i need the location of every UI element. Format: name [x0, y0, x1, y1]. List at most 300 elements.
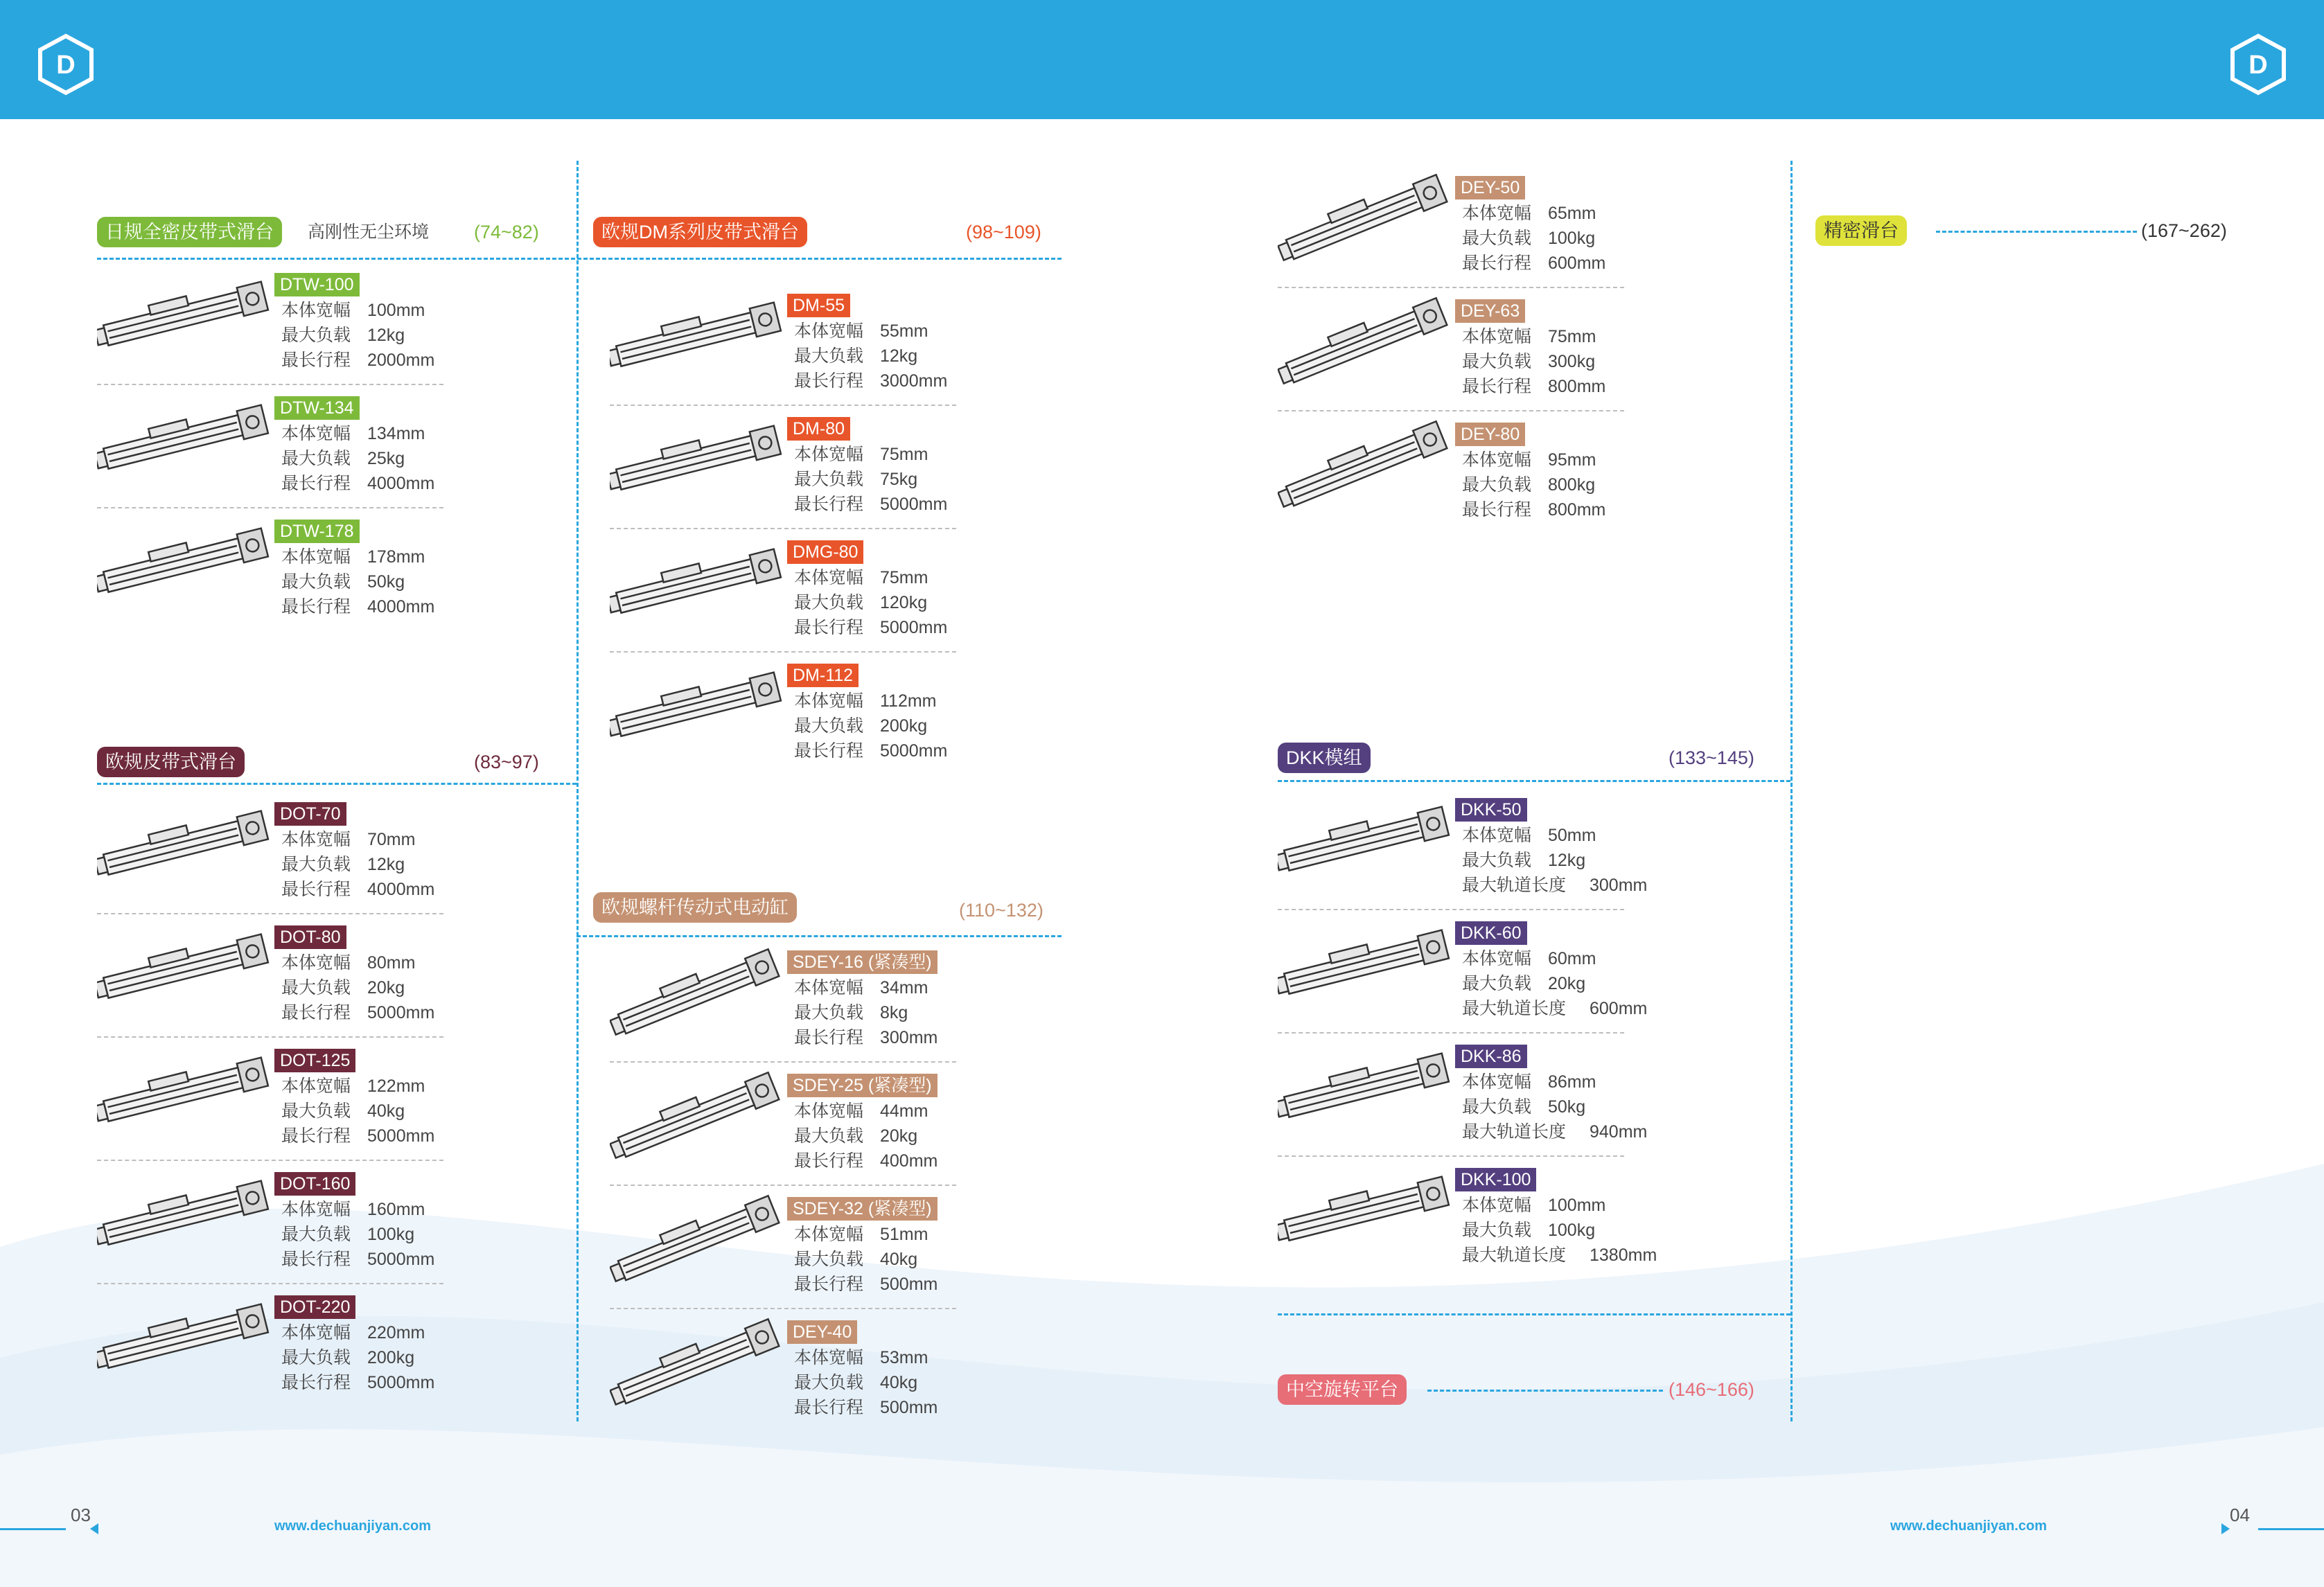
spec-value: 178mm: [367, 547, 425, 567]
spec-label: 最大负载: [1462, 974, 1532, 993]
spec-value: 500mm: [880, 1398, 938, 1417]
product-spec-row: [281, 544, 425, 569]
product-model-badge: DM-80: [787, 417, 850, 441]
spec-value: 120kg: [880, 593, 928, 612]
product-spec-row: [794, 1247, 917, 1272]
section-range-hollow: (146~166): [1669, 1379, 1754, 1400]
spec-value: 40kg: [880, 1373, 918, 1392]
spec-label: 最长行程: [281, 1126, 351, 1146]
product-model-badge: DKK-86: [1455, 1045, 1527, 1068]
product-spec-row: [1462, 1193, 1605, 1218]
product-spec-row: [1462, 324, 1596, 349]
spec-label: 本体宽幅: [794, 978, 864, 998]
brand-logo-icon: [2227, 33, 2289, 96]
product-image: [610, 1316, 790, 1406]
spec-value: 55mm: [880, 321, 928, 341]
spec-value: 5000mm: [880, 741, 948, 761]
spec-label: 最大轨道长度: [1462, 1245, 1567, 1265]
section-rule: [97, 783, 576, 785]
spec-label: 本体宽幅: [794, 568, 864, 587]
product-image: [1278, 418, 1458, 508]
product-spec-row: [281, 1320, 425, 1345]
spec-label: 最长行程: [281, 474, 351, 493]
product-spec-row: [794, 1099, 928, 1124]
spec-label: 本体宽幅: [1462, 327, 1532, 346]
product-image: [610, 536, 790, 626]
spec-label: 本体宽幅: [281, 953, 351, 973]
spec-label: 最长行程: [281, 1250, 351, 1269]
spec-label: 最大负载: [794, 1250, 864, 1269]
product-spec-row: [1462, 349, 1595, 374]
product-item: [1278, 411, 1707, 529]
product-item: [1278, 1157, 1707, 1275]
product-image: [97, 1291, 277, 1381]
spec-value: 70mm: [367, 830, 416, 849]
product-item: [97, 508, 527, 626]
spec-value: 20kg: [367, 978, 405, 998]
spec-label: 最大负载: [281, 449, 351, 468]
section-rule: [1278, 1313, 1790, 1315]
spec-value: 75mm: [880, 568, 928, 587]
spec-label: 最大负载: [794, 593, 864, 612]
spec-value: 51mm: [880, 1225, 928, 1244]
product-item: [610, 529, 1039, 647]
product-spec-row: [281, 594, 434, 619]
spec-value: 2000mm: [367, 351, 435, 370]
spec-value: 3000mm: [880, 371, 948, 391]
product-image: [1278, 1164, 1458, 1254]
product-spec-row: [794, 1370, 917, 1395]
spec-value: 300mm: [880, 1028, 938, 1047]
spec-value: 200kg: [367, 1348, 415, 1367]
product-spec-row: [281, 877, 434, 902]
spec-value: 4000mm: [367, 474, 435, 493]
product-spec-row: [794, 442, 928, 467]
product-spec-row: [794, 590, 927, 615]
spec-label: 本体宽幅: [1462, 204, 1532, 223]
product-model-badge: DMG-80: [787, 540, 863, 564]
product-image: [610, 413, 790, 503]
product-spec-row: [281, 569, 405, 594]
product-spec-row: [1462, 1094, 1585, 1119]
product-spec-row: [794, 713, 927, 738]
section-title-hollow: 中空旋转平台: [1278, 1374, 1407, 1405]
product-item: [610, 283, 1039, 400]
product-spec-row: [794, 369, 947, 393]
spec-value: 5000mm: [367, 1126, 435, 1146]
product-image: [1278, 295, 1458, 385]
product-spec-row: [281, 1222, 414, 1247]
spec-value: 12kg: [880, 346, 918, 366]
product-image: [97, 515, 277, 605]
spec-label: 本体宽幅: [794, 1101, 864, 1121]
product-spec-row: [794, 319, 928, 344]
spec-label: 最大负载: [281, 1348, 351, 1367]
product-spec-row: [281, 1247, 434, 1272]
section-title-sdey: 欧规螺杆传动式电动缸: [593, 892, 797, 923]
product-spec-row: [1462, 1243, 1657, 1268]
spec-label: 最长行程: [281, 351, 351, 370]
product-model-badge: SDEY-25 (紧凑型): [787, 1074, 937, 1097]
product-item: [1278, 165, 1707, 283]
spec-value: 40kg: [880, 1250, 918, 1269]
product-spec-row: [281, 323, 405, 348]
product-image: [610, 946, 790, 1036]
spec-value: 800mm: [1548, 377, 1606, 396]
product-spec-row: [281, 1124, 434, 1149]
product-image: [1278, 172, 1458, 262]
spec-value: 75kg: [880, 470, 918, 489]
product-image: [610, 1193, 790, 1283]
product-spec-row: [794, 689, 937, 713]
spec-label: 最大负载: [281, 855, 351, 874]
product-spec-row: [794, 467, 917, 492]
product-spec-row: [281, 852, 405, 877]
product-item: [1278, 1034, 1707, 1151]
spec-value: 5000mm: [880, 495, 948, 514]
column-divider: [1790, 161, 1793, 1421]
spec-value: 500mm: [880, 1275, 938, 1294]
spec-label: 本体宽幅: [794, 321, 864, 341]
spec-value: 20kg: [1548, 974, 1586, 993]
spec-label: 最大负载: [281, 1101, 351, 1121]
spec-value: 5000mm: [880, 618, 948, 637]
spec-label: 最长行程: [794, 741, 864, 761]
product-spec-row: [794, 344, 917, 369]
product-spec-row: [794, 1272, 937, 1297]
product-spec-row: [794, 1395, 937, 1420]
spec-value: 50kg: [1548, 1097, 1586, 1117]
product-model-badge: DEY-50: [1455, 176, 1525, 200]
spec-label: 最长行程: [281, 1373, 351, 1392]
spec-label: 最长行程: [1462, 254, 1532, 273]
product-spec-row: [1462, 374, 1605, 399]
product-spec-row: [1462, 823, 1596, 848]
product-image: [97, 269, 277, 359]
spec-value: 5000mm: [367, 1003, 435, 1022]
product-model-badge: DEY-40: [787, 1320, 857, 1344]
product-spec-row: [1462, 946, 1596, 971]
product-spec-row: [1462, 1070, 1596, 1094]
svg-text:D: D: [56, 51, 76, 80]
spec-label: 最大轨道长度: [1462, 1122, 1567, 1142]
spec-value: 86mm: [1548, 1072, 1596, 1092]
product-spec-row: [281, 950, 415, 975]
product-item: [97, 1038, 527, 1155]
section-title-precision: 精密滑台: [1815, 215, 1907, 246]
product-model-badge: DOT-125: [274, 1049, 355, 1072]
product-spec-row: [794, 738, 947, 763]
spec-label: 最大负载: [1462, 352, 1532, 371]
product-model-badge: DOT-70: [274, 802, 346, 826]
product-spec-row: [1462, 226, 1595, 251]
product-model-badge: DKK-100: [1455, 1168, 1536, 1191]
spec-value: 50mm: [1548, 826, 1596, 845]
spec-value: 5000mm: [367, 1373, 435, 1392]
product-model-badge: DTW-100: [274, 273, 360, 296]
product-item: [610, 939, 1039, 1057]
spec-label: 最长行程: [794, 371, 864, 391]
product-spec-row: [281, 446, 405, 471]
product-model-badge: DEY-80: [1455, 423, 1525, 446]
spec-value: 53mm: [880, 1348, 928, 1367]
spec-value: 50kg: [367, 572, 405, 592]
spec-value: 100kg: [1548, 229, 1596, 248]
spec-label: 本体宽幅: [1462, 826, 1532, 845]
spec-label: 最大负载: [1462, 475, 1532, 495]
website-url-right[interactable]: www.dechuanjiyan.com: [1890, 1518, 2047, 1534]
product-model-badge: SDEY-16 (紧凑型): [787, 950, 937, 974]
spec-value: 600mm: [1548, 254, 1606, 273]
spec-label: 最长行程: [281, 1003, 351, 1022]
spec-label: 本体宽幅: [1462, 949, 1532, 968]
section-range-dtw: (74~82): [474, 222, 539, 242]
spec-value: 300mm: [1590, 876, 1648, 895]
spec-value: 75mm: [880, 445, 928, 464]
spec-value: 5000mm: [367, 1250, 435, 1269]
page-number-rule: [0, 1528, 66, 1530]
product-spec-row: [794, 1149, 937, 1173]
spec-value: 1380mm: [1590, 1245, 1657, 1265]
spec-value: 95mm: [1548, 450, 1596, 470]
product-image: [610, 1070, 790, 1160]
product-image: [610, 659, 790, 750]
spec-label: 最长行程: [794, 1275, 864, 1294]
section-title-dm: 欧规DM系列皮带式滑台: [593, 217, 807, 247]
section-title-dkk: DKK模组: [1278, 743, 1371, 773]
product-item: [97, 385, 527, 503]
spec-label: 最大负载: [1462, 1221, 1532, 1240]
spec-label: 最大负载: [794, 346, 864, 366]
section-rule: [576, 935, 1062, 937]
spec-value: 160mm: [367, 1200, 425, 1219]
product-spec-row: [1462, 251, 1605, 276]
product-spec-row: [1462, 996, 1647, 1021]
page-number-right: 04: [2230, 1505, 2250, 1525]
spec-label: 本体宽幅: [1462, 1196, 1532, 1215]
spec-label: 最长行程: [281, 880, 351, 899]
spec-label: 最大负载: [281, 326, 351, 345]
product-item: [610, 653, 1039, 770]
spec-label: 本体宽幅: [281, 1323, 351, 1342]
spec-label: 本体宽幅: [281, 547, 351, 567]
product-spec-row: [1462, 873, 1647, 898]
website-url-left[interactable]: www.dechuanjiyan.com: [274, 1518, 431, 1534]
spec-value: 112mm: [880, 691, 937, 711]
section-rule: [1427, 1390, 1663, 1392]
product-spec-row: [794, 975, 928, 1000]
product-item: [610, 1063, 1039, 1180]
product-spec-row: [281, 421, 425, 446]
spec-label: 最大负载: [1462, 229, 1532, 248]
spec-value: 134mm: [367, 424, 425, 443]
product-model-badge: DOT-160: [274, 1172, 355, 1196]
spec-label: 最大负载: [1462, 1097, 1532, 1117]
spec-label: 最大负载: [281, 1225, 351, 1244]
spec-value: 100mm: [367, 301, 425, 320]
spec-value: 220mm: [367, 1323, 425, 1342]
product-item: [1278, 288, 1707, 406]
spec-value: 600mm: [1590, 999, 1648, 1018]
product-item: [610, 406, 1039, 524]
section-title-dot: 欧规皮带式滑台: [97, 747, 245, 777]
product-image: [97, 1168, 277, 1258]
spec-label: 最长行程: [1462, 500, 1532, 520]
product-model-badge: DM-112: [787, 664, 859, 687]
brand-logo-icon: [35, 33, 97, 96]
section-range-precision: (167~262): [2141, 220, 2227, 241]
product-spec-row: [281, 1000, 434, 1025]
spec-value: 8kg: [880, 1003, 908, 1022]
spec-value: 940mm: [1590, 1122, 1648, 1142]
product-item: [610, 1309, 1039, 1427]
product-item: [97, 914, 527, 1032]
product-spec-row: [1462, 497, 1605, 522]
spec-value: 400mm: [880, 1151, 938, 1171]
spec-value: 800mm: [1548, 500, 1606, 520]
product-item: [97, 1284, 527, 1402]
spec-label: 本体宽幅: [1462, 450, 1532, 470]
section-title-dtw: 日规全密皮带式滑台: [97, 217, 282, 247]
product-model-badge: DTW-178: [274, 520, 360, 543]
section-range-sdey: (110~132): [959, 900, 1044, 921]
page-number-rule: [2258, 1528, 2324, 1530]
spec-label: 最长行程: [794, 618, 864, 637]
page-arrow-icon: [2221, 1523, 2230, 1534]
product-spec-row: [281, 1345, 414, 1370]
section-rule: [1936, 231, 2137, 233]
spec-label: 本体宽幅: [794, 691, 864, 711]
product-spec-row: [794, 565, 928, 590]
spec-value: 75mm: [1548, 327, 1596, 346]
spec-label: 本体宽幅: [281, 424, 351, 443]
product-spec-row: [794, 492, 947, 517]
product-spec-row: [794, 1025, 937, 1050]
spec-label: 最大轨道长度: [1462, 999, 1567, 1018]
spec-value: 12kg: [367, 855, 405, 874]
product-item: [610, 1186, 1039, 1304]
product-spec-row: [281, 1074, 425, 1099]
product-image: [97, 921, 277, 1011]
spec-label: 最长行程: [794, 495, 864, 514]
spec-label: 本体宽幅: [281, 830, 351, 849]
product-image: [97, 392, 277, 482]
product-model-badge: SDEY-32 (紧凑型): [787, 1197, 937, 1221]
product-spec-row: [281, 975, 405, 1000]
spec-label: 最大负载: [794, 470, 864, 489]
product-spec-row: [794, 615, 947, 640]
spec-label: 最大轨道长度: [1462, 876, 1567, 895]
product-spec-row: [1462, 201, 1596, 226]
section-range-dm: (98~109): [966, 222, 1041, 242]
spec-label: 最大负载: [281, 572, 351, 592]
spec-label: 本体宽幅: [281, 301, 351, 320]
product-spec-row: [1462, 447, 1596, 472]
spec-value: 20kg: [880, 1126, 918, 1146]
spec-value: 200kg: [880, 716, 928, 736]
product-spec-row: [281, 1099, 405, 1124]
product-spec-row: [794, 1222, 928, 1247]
product-item: [97, 262, 527, 380]
section-rule: [97, 258, 1062, 260]
page-number-left: 03: [71, 1505, 91, 1525]
product-item: [97, 1161, 527, 1279]
product-spec-row: [794, 1000, 908, 1025]
product-model-badge: DKK-50: [1455, 798, 1527, 822]
spec-value: 800kg: [1548, 475, 1596, 495]
product-spec-row: [281, 827, 415, 852]
product-spec-row: [1462, 971, 1585, 996]
spec-value: 100kg: [1548, 1221, 1596, 1240]
spec-label: 最大负载: [794, 1126, 864, 1146]
spec-label: 最长行程: [1462, 377, 1532, 396]
spec-label: 本体宽幅: [794, 1348, 864, 1367]
product-image: [97, 1045, 277, 1135]
spec-value: 80mm: [367, 953, 416, 973]
spec-label: 最大负载: [1462, 851, 1532, 870]
spec-label: 最大负载: [794, 716, 864, 736]
section-range-dkk: (133~145): [1669, 747, 1754, 768]
spec-label: 本体宽幅: [794, 445, 864, 464]
spec-value: 34mm: [880, 978, 928, 998]
spec-label: 最大负载: [281, 978, 351, 998]
product-model-badge: DEY-63: [1455, 299, 1525, 323]
header-bar: [0, 0, 2324, 119]
spec-label: 最大负载: [794, 1373, 864, 1392]
product-image: [1278, 917, 1458, 1007]
spec-label: 最长行程: [281, 597, 351, 617]
spec-value: 60mm: [1548, 949, 1596, 968]
spec-value: 12kg: [367, 326, 405, 345]
spec-value: 122mm: [367, 1076, 425, 1096]
spec-label: 最大负载: [794, 1003, 864, 1022]
product-spec-row: [1462, 1218, 1595, 1243]
spec-value: 44mm: [880, 1101, 928, 1121]
spec-label: 最长行程: [794, 1151, 864, 1171]
spec-value: 12kg: [1548, 851, 1586, 870]
product-item: [1278, 910, 1707, 1028]
spec-value: 4000mm: [367, 597, 435, 617]
section-subtitle-dtw: 高刚性无尘环境: [308, 222, 430, 242]
column-divider: [576, 161, 579, 1421]
spec-label: 本体宽幅: [794, 1225, 864, 1244]
spec-value: 65mm: [1548, 204, 1596, 223]
svg-text:D: D: [2248, 51, 2268, 80]
spec-value: 100mm: [1548, 1196, 1606, 1215]
product-item: [1278, 787, 1707, 905]
product-model-badge: DOT-220: [274, 1295, 355, 1319]
product-image: [1278, 1040, 1458, 1131]
spec-label: 最长行程: [794, 1398, 864, 1417]
product-image: [1278, 794, 1458, 884]
product-spec-row: [1462, 848, 1585, 873]
product-item: [97, 791, 527, 909]
spec-label: 本体宽幅: [281, 1200, 351, 1219]
product-image: [610, 290, 790, 380]
spec-value: 40kg: [367, 1101, 405, 1121]
spec-label: 最长行程: [794, 1028, 864, 1047]
product-spec-row: [281, 1370, 434, 1395]
section-range-dot: (83~97): [474, 752, 539, 772]
section-rule: [1278, 780, 1790, 782]
product-spec-row: [281, 1197, 425, 1222]
product-model-badge: DTW-134: [274, 396, 360, 420]
product-model-badge: DOT-80: [274, 925, 346, 949]
product-spec-row: [281, 471, 434, 496]
spec-value: 100kg: [367, 1225, 415, 1244]
page-arrow-icon: [90, 1523, 98, 1534]
spec-value: 4000mm: [367, 880, 435, 899]
